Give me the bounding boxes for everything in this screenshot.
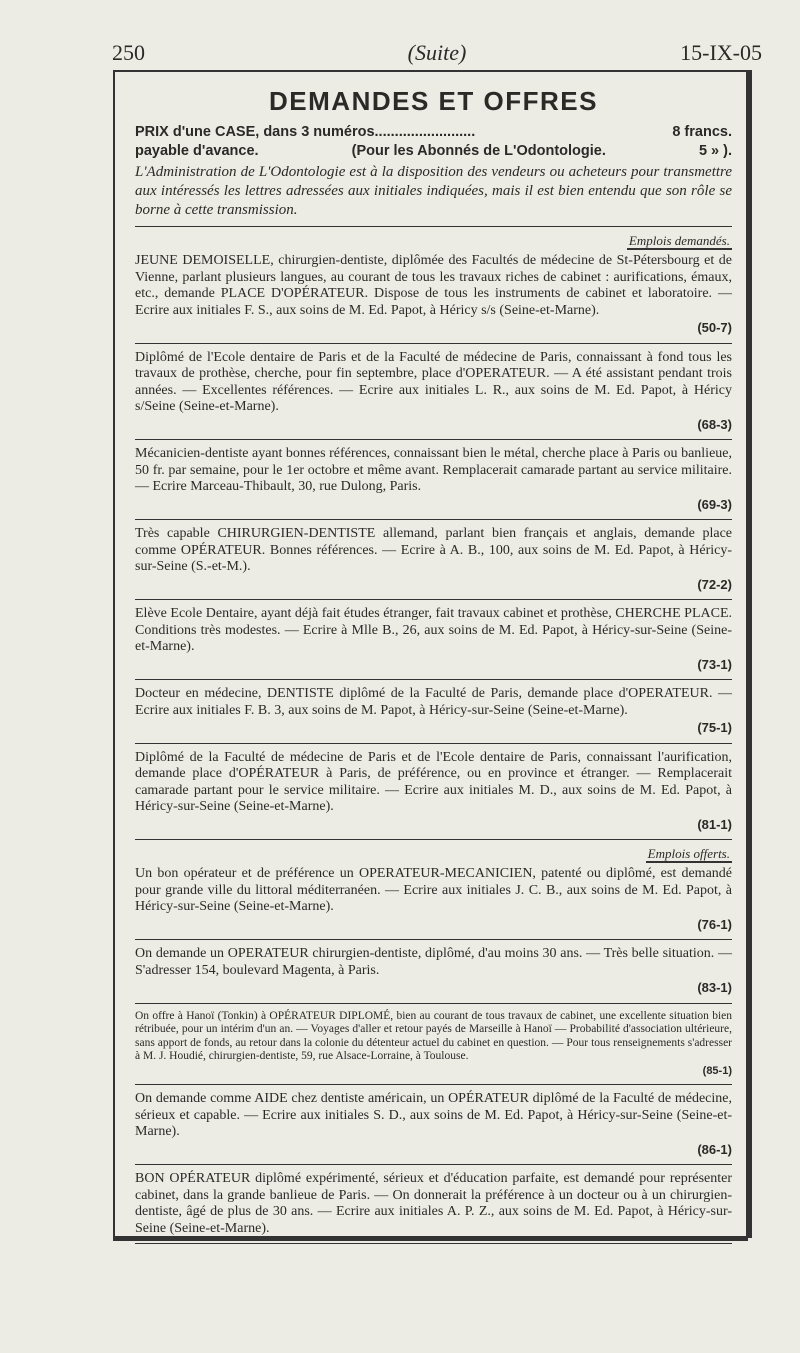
page-title: DEMANDES ET OFFRES <box>269 86 598 116</box>
ad-text: BON OPÉRATEUR diplômé expérimenté, sérieux et d'éducation parfaite, est demandé pour représenter cabinet, dans la grande banlieue de Paris. — On donnerait la préférence à un docteur ou à un chirurgien-dentiste, âgé de plus de 30 ans. — Ecrire aux initiales A. P. Z., aux soins de M. Ed. Papot, à Héricy-sur-Seine (Seine-et-Marne). <box>135 1171 732 1236</box>
divider <box>135 1003 732 1004</box>
divider <box>135 519 732 520</box>
classified-ad <box>135 253 732 337</box>
price-block <box>135 123 732 161</box>
divider <box>135 839 732 840</box>
section-heading-demandes <box>135 233 732 249</box>
ad-text: On demande un OPERATEUR chirurgien-dentiste, diplômé, d'au moins 30 ans. — Très belle situation. — S'adresser 154, boulevard Magenta, à Paris. <box>135 946 732 978</box>
divider <box>135 1243 732 1244</box>
ad-text: Très capable CHIRURGIEN-DENTISTE allemand, parlant bien français et anglais, demande place comme OPÉRATEUR. Bonnes références. — Ecrire à A. B., 100, aux soins de M. Ed. Papot, à Héricy-sur-Seine (S.-et-M.). <box>135 526 732 574</box>
ad-text: Diplômé de l'Ecole dentaire de Paris et de la Faculté de médecine de Paris, connaissant à fond tous les travaux de prothèse, cherche, pour fin septembre, place d'OPERATEUR. — A été assistant pendant trois années. — Excellentes références. — Ecrire aux initiales L. R., aux soins de M. Ed. Papot, à Héricy s/Seine (Seine-et-Marne). <box>135 349 732 414</box>
section-label: Emplois demandés. <box>628 233 730 248</box>
price-line-1: PRIX d'une CASE, dans 3 numéros......................... <box>135 124 476 140</box>
ads-demandes-list <box>135 253 732 840</box>
classified-ad <box>135 1010 732 1079</box>
ad-text: On demande comme AIDE chez dentiste américain, un OPÉRATEUR diplômé de la Faculté de médecine, sérieux et capable. — Ecrire aux initiales S. D., aux soins de M. Ed. Papot, à Héricy-sur-Seine (Seine-et-Marne). <box>135 1091 732 1139</box>
classified-ad <box>135 526 732 593</box>
classified-ad <box>135 686 732 737</box>
ad-text: Un bon opérateur et de préférence un OPERATEUR-MECANICIEN, patenté ou diplômé, est demandé pour grande ville du littoral méditerranéen. — Ecrire aux initiales J. C. B., aux soins de M. Ed. Papot, à Héricy-sur-Seine (Seine-et-Marne). <box>135 866 732 914</box>
divider <box>135 1084 732 1085</box>
ad-text: Diplômé de la Faculté de médecine de Paris et de l'Ecole dentaire de Paris, connaissant l'aurification, demande place d'OPÉRATEUR à Paris, de préférence, ou en province et étranger. — Remplacerait camarade partant pour le service militaire. — Ecrire aux initiales M. D., aux soins de M. Ed. Papot, à Héricy-sur-Seine (Seine-et-Marne). <box>135 749 732 814</box>
divider <box>135 679 732 680</box>
section-heading-offres <box>135 846 732 862</box>
issue-date: 15-IX-05 <box>680 40 762 65</box>
divider <box>135 343 732 344</box>
classified-ad <box>135 446 732 513</box>
ad-text: Docteur en médecine, DENTISTE diplômé de la Faculté de Paris, demande place d'OPERATEUR. — Ecrire aux initiales F. B. 3, aux soins de M. Papot, à Héricy-sur-Seine (Seine-et-Marne). <box>135 686 732 718</box>
ad-reference-code: (81-1) <box>697 816 732 832</box>
ad-text: JEUNE DEMOISELLE, chirurgien-dentiste, diplômée des Facultés de médecine de St-Pétersbourg et de Vienne, parlant plusieurs langues, au courant de tous les travaux riches de cabinet : aurifications, émaux, etc., demande PLACE D'OPÉRATEUR. Dispose de tous les instruments de cabinet et laboratoire. — Ecrire aux initiales F. S., aux soins de M. Ed. Papot, à Héricy s/s (Seine-et-Marne). <box>135 253 732 318</box>
divider <box>135 1164 732 1165</box>
ad-reference-code: (73-1) <box>697 656 732 672</box>
ad-text: On offre à Hanoï (Tonkin) à OPÉRATEUR DIPLOMÉ, bien au courant de tous travaux de cabinet, une excellente situation bien rétribuée, pour un intérim d'un an. — Voyages d'aller et retour payés de Marseille à Hanoï — Probabilité d'association ultérieure, sans apport de fonds, au retour dans la colonie du détenteur actuel du cabinet en question. — Pour tous renseignements s'adresser à M. J. Houdié, chirurgien-dentiste, 59, rue Alsace-Lorraine, à Toulouse. <box>135 1009 732 1062</box>
price-subscribers: (Pour les Abonnés de L'Odontologie. <box>351 143 606 159</box>
price-line-2: payable d'avance. <box>135 143 259 159</box>
administration-note: L'Administration de L'Odontologie est à la disposition des vendeurs ou acheteurs pour transmettre aux intéressés les lettres adressées aux initiales indiquées, mais il est bien entendu que son rôle se borne à cette transmission. <box>135 164 732 218</box>
divider <box>135 743 732 744</box>
section-label: Emplois offerts. <box>647 846 730 861</box>
classified-ad <box>135 350 732 434</box>
classified-ad <box>135 946 732 997</box>
divider <box>135 226 732 227</box>
ad-reference-code: (85-1) <box>702 1064 732 1077</box>
page-number: 250 <box>112 40 145 65</box>
running-header <box>112 40 762 70</box>
ads-offres-list <box>135 866 732 1244</box>
divider <box>135 599 732 600</box>
classified-ad <box>135 750 732 834</box>
ad-reference-code: (86-1) <box>697 1141 732 1157</box>
ad-text: Elève Ecole Dentaire, ayant déjà fait études étranger, fait travaux cabinet et prothèse, CHERCHE PLACE. Conditions très modestes. — Ecrire à Mlle B., 26, aux soins de M. Ed. Papot, à Héricy-sur-Seine (Seine-et-Marne). <box>135 606 732 654</box>
classified-ad <box>135 866 732 933</box>
ad-reference-code: (72-2) <box>697 576 732 592</box>
ad-reference-code: (76-1) <box>697 916 732 932</box>
ad-reference-code: (50-7) <box>697 320 732 335</box>
price-amount-1: 8 francs. <box>672 124 732 140</box>
ad-reference-code: (69-3) <box>697 496 732 512</box>
divider <box>135 939 732 940</box>
classified-ad <box>135 606 732 673</box>
ad-reference-code: (83-1) <box>697 980 732 995</box>
price-amount-2: 5 » ). <box>698 143 732 159</box>
classified-ad <box>135 1171 732 1237</box>
ad-text: Mécanicien-dentiste ayant bonnes références, connaissant bien le métal, cherche place à Paris ou banlieue, 50 fr. par semaine, pour le 1er octobre et même avant. Remplacerait camarade partant au service militaire. — Ecrire Marceau-Thibault, 30, rue Dulong, Paris. <box>135 446 732 494</box>
running-title: (Suite) <box>407 40 467 65</box>
classified-ad <box>135 1091 732 1158</box>
ad-reference-code: (68-3) <box>697 416 732 432</box>
divider <box>135 439 732 440</box>
ad-reference-code: (75-1) <box>697 720 732 735</box>
ads-frame <box>113 70 748 1238</box>
